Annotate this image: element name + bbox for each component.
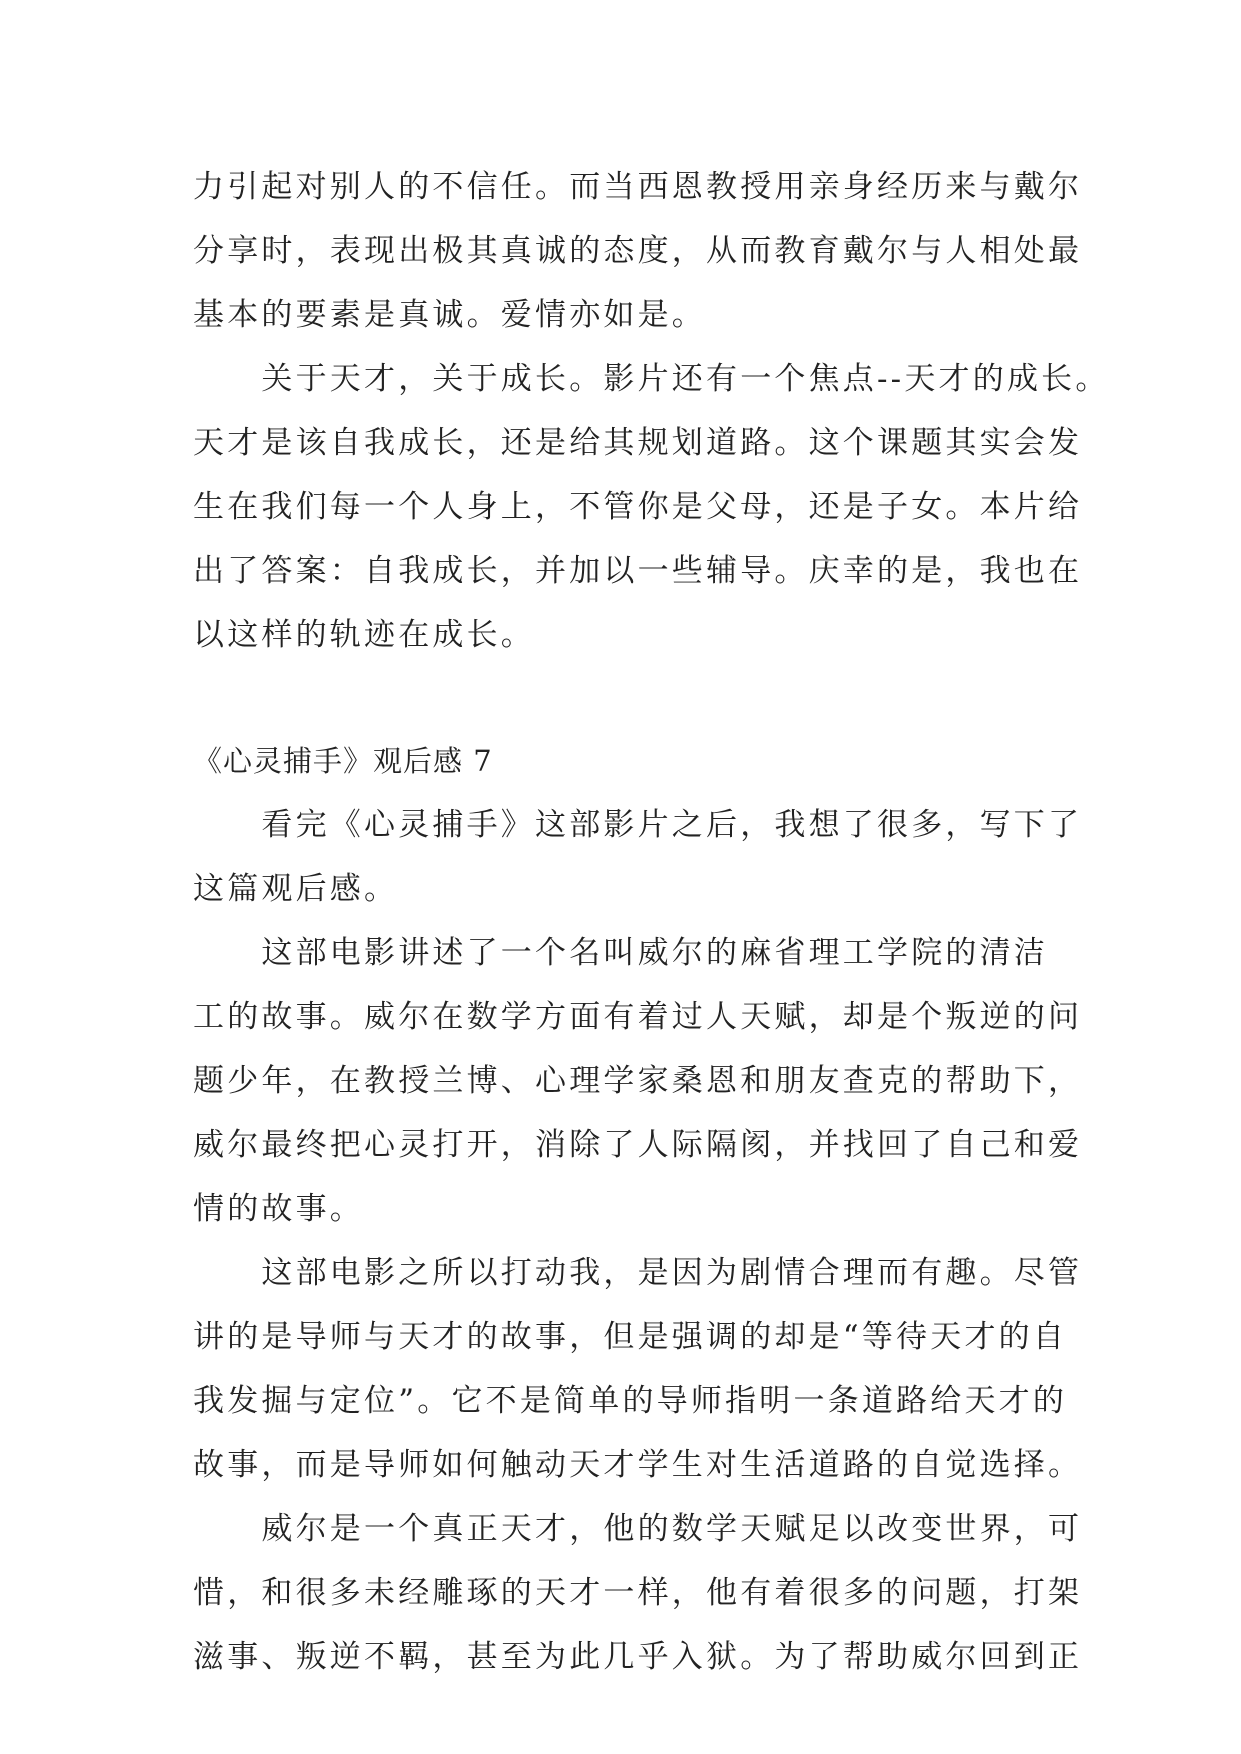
text-line: 惜，和很多未经雕琢的天才一样，他有着很多的问题，打架 xyxy=(193,1575,1083,1611)
text-line: 情的故事。 xyxy=(193,1191,364,1227)
text-line: 滋事、叛逆不羁，甚至为此几乎入狱。为了帮助威尔回到正 xyxy=(193,1639,1083,1675)
text-line: 看完《心灵捕手》这部影片之后，我想了很多，写下了 xyxy=(193,807,1083,843)
text-line: 这篇观后感。 xyxy=(193,871,399,907)
text-line: 以这样的轨迹在成长。 xyxy=(193,617,535,653)
text-line: 关于天才，关于成长。影片还有一个焦点--天才的成长。 xyxy=(193,361,1110,397)
text-line: 基本的要素是真诚。爱情亦如是。 xyxy=(193,297,706,333)
text-line: 出了答案：自我成长，并加以一些辅导。庆幸的是，我也在 xyxy=(193,553,1083,589)
text-line: 故事，而是导师如何触动天才学生对生活道路的自觉选择。 xyxy=(193,1447,1083,1483)
text-line: 力引起对别人的不信任。而当西恩教授用亲身经历来与戴尔 xyxy=(193,169,1083,205)
document-body xyxy=(193,155,1110,1689)
text-line: 威尔是一个真正天才，他的数学天赋足以改变世界，可 xyxy=(193,1511,1083,1547)
section-title: 《心灵捕手》观后感 7 xyxy=(193,744,493,778)
text-line: 威尔最终把心灵打开，消除了人际隔阂，并找回了自己和爱 xyxy=(193,1127,1083,1163)
text-line: 这部电影讲述了一个名叫威尔的麻省理工学院的清洁 xyxy=(193,935,1048,971)
text-line: 生在我们每一个人身上，不管你是父母，还是子女。本片给 xyxy=(193,489,1083,525)
text-line: 我发掘与定位”。它不是简单的导师指明一条道路给天才的 xyxy=(193,1383,1068,1419)
section-spacer xyxy=(193,667,1049,729)
text-line: 讲的是导师与天才的故事，但是强调的却是“等待天才的自 xyxy=(193,1319,1068,1355)
text-line: 这部电影之所以打动我，是因为剧情合理而有趣。尽管 xyxy=(193,1255,1083,1291)
text-line: 天才是该自我成长，还是给其规划道路。这个课题其实会发 xyxy=(193,425,1083,461)
text-line: 工的故事。威尔在数学方面有着过人天赋，却是个叛逆的问 xyxy=(193,999,1083,1035)
text-line: 分享时，表现出极其真诚的态度，从而教育戴尔与人相处最 xyxy=(193,233,1083,269)
text-line: 题少年，在教授兰博、心理学家桑恩和朋友查克的帮助下， xyxy=(193,1063,1083,1099)
